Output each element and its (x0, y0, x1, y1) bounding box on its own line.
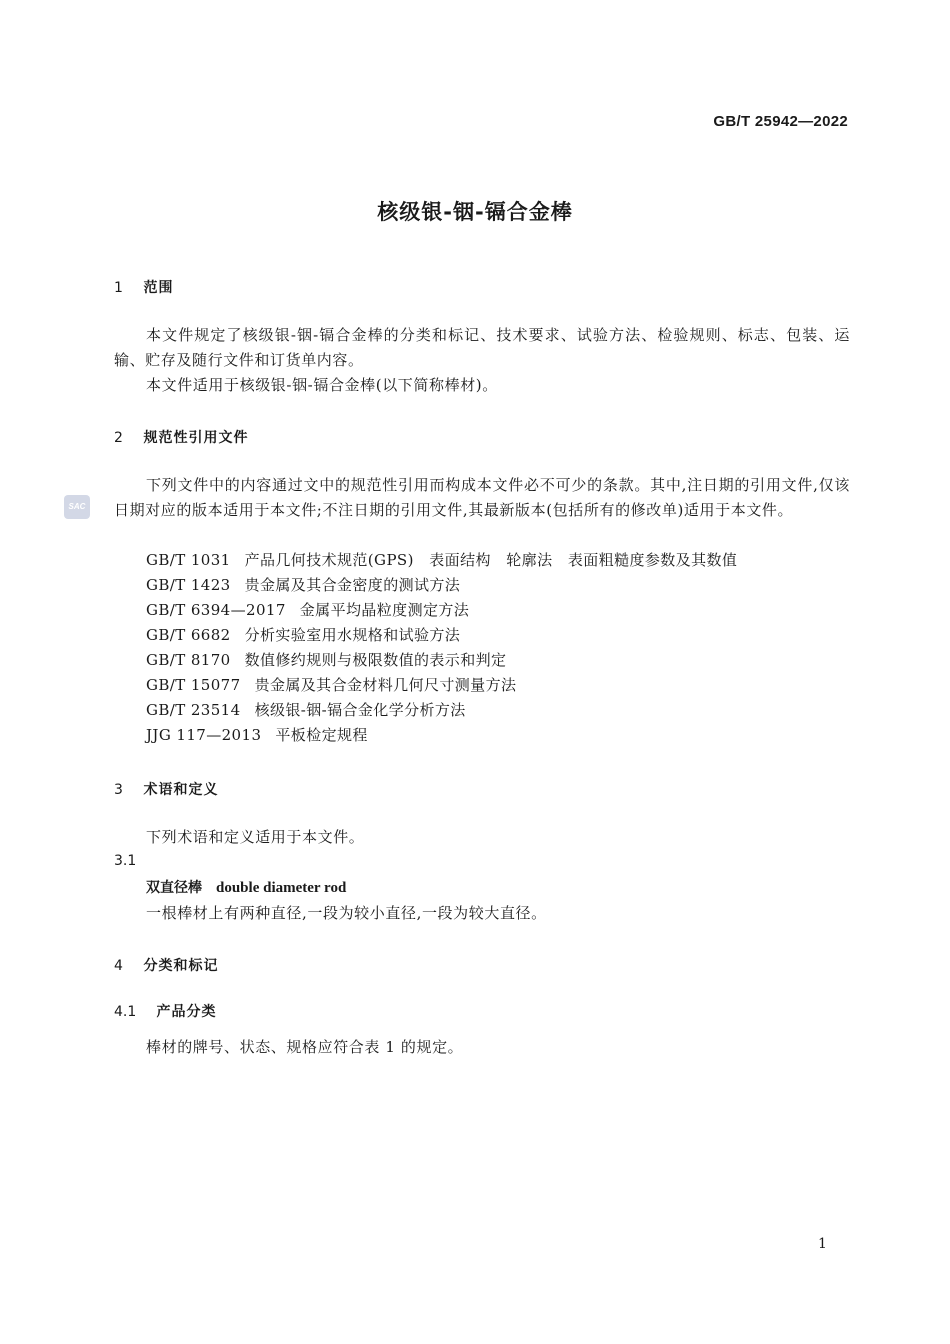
subsection-number: 4.1 (114, 1004, 137, 1020)
reference-code: GB/T 8170 (146, 651, 231, 669)
scope-paragraph-1: 本文件规定了核级银-铟-镉合金棒的分类和标记、技术要求、试验方法、检验规则、标志、包装、运输、贮存及随行文件和订货单内容。 (114, 326, 850, 369)
reference-code: GB/T 15077 (146, 676, 241, 694)
reference-title: 贵金属及其合金密度的测试方法 (244, 576, 461, 594)
reference-code: GB/T 6682 (146, 626, 231, 644)
sac-logo-watermark: SAC (64, 495, 90, 519)
section-3-heading (114, 779, 218, 799)
section-title: 术语和定义 (143, 782, 219, 798)
reference-item (146, 698, 737, 723)
section-number: 3 (114, 782, 123, 798)
reference-title: 贵金属及其合金材料几何尺寸测量方法 (254, 676, 517, 694)
page-number: 1 (818, 1236, 827, 1252)
normative-references-intro: 下列文件中的内容通过文中的规范性引用而构成本文件必不可少的条款。其中,注日期的引用文件,仅该日期对应的版本适用于本文件;不注日期的引用文件,其最新版本(包括所有的修改单)适用于本文件。 (114, 476, 850, 519)
term-number: 3.1 (114, 853, 137, 869)
reference-code: GB/T 1423 (146, 576, 231, 594)
reference-item (146, 673, 737, 698)
reference-list (146, 548, 737, 748)
subsection-title: 产品分类 (156, 1004, 217, 1020)
section-1-heading (114, 277, 173, 297)
reference-title: 数值修约规则与极限数值的表示和判定 (244, 651, 507, 669)
subsection-4-1-heading (114, 1001, 216, 1021)
term-chinese: 双直径棒 (146, 880, 202, 896)
reference-title: 平板检定规程 (275, 726, 368, 744)
section-2-heading (114, 427, 248, 447)
reference-title: 分析实验室用水规格和试验方法 (244, 626, 461, 644)
scope-paragraph-2: 本文件适用于核级银-铟-镉合金棒(以下简称棒材)。 (146, 376, 498, 394)
reference-title: 金属平均晶粒度测定方法 (299, 601, 470, 619)
section-title: 范围 (143, 280, 174, 296)
reference-item (146, 723, 737, 748)
reference-item (146, 548, 737, 573)
terms-intro: 下列术语和定义适用于本文件。 (146, 828, 365, 846)
term-entry (146, 877, 346, 897)
reference-item (146, 573, 737, 598)
reference-item (146, 623, 737, 648)
term-definition: 一根棒材上有两种直径,一段为较小直径,一段为较大直径。 (146, 904, 547, 922)
reference-item (146, 598, 737, 623)
reference-title: 核级银-铟-镉合金化学分析方法 (254, 701, 466, 719)
standard-number: GB/T 25942—2022 (713, 113, 848, 130)
term-english: double diameter rod (216, 880, 347, 896)
section-4-heading (114, 955, 218, 975)
reference-code: GB/T 23514 (146, 701, 241, 719)
section-number: 4 (114, 958, 123, 974)
section-title: 分类和标记 (143, 958, 219, 974)
reference-code: JJG 117—2013 (146, 726, 262, 744)
document-title: 核级银-铟-镉合金棒 (377, 200, 573, 224)
reference-code: GB/T 6394—2017 (146, 601, 286, 619)
section-number: 2 (114, 430, 123, 446)
reference-item (146, 648, 737, 673)
section-title: 规范性引用文件 (143, 430, 249, 446)
classification-paragraph: 棒材的牌号、状态、规格应符合表 1 的规定。 (146, 1038, 464, 1056)
reference-code: GB/T 1031 (146, 551, 231, 569)
section-number: 1 (114, 280, 123, 296)
reference-title: 产品几何技术规范(GPS) 表面结构 轮廓法 表面粗糙度参数及其数值 (244, 551, 738, 569)
